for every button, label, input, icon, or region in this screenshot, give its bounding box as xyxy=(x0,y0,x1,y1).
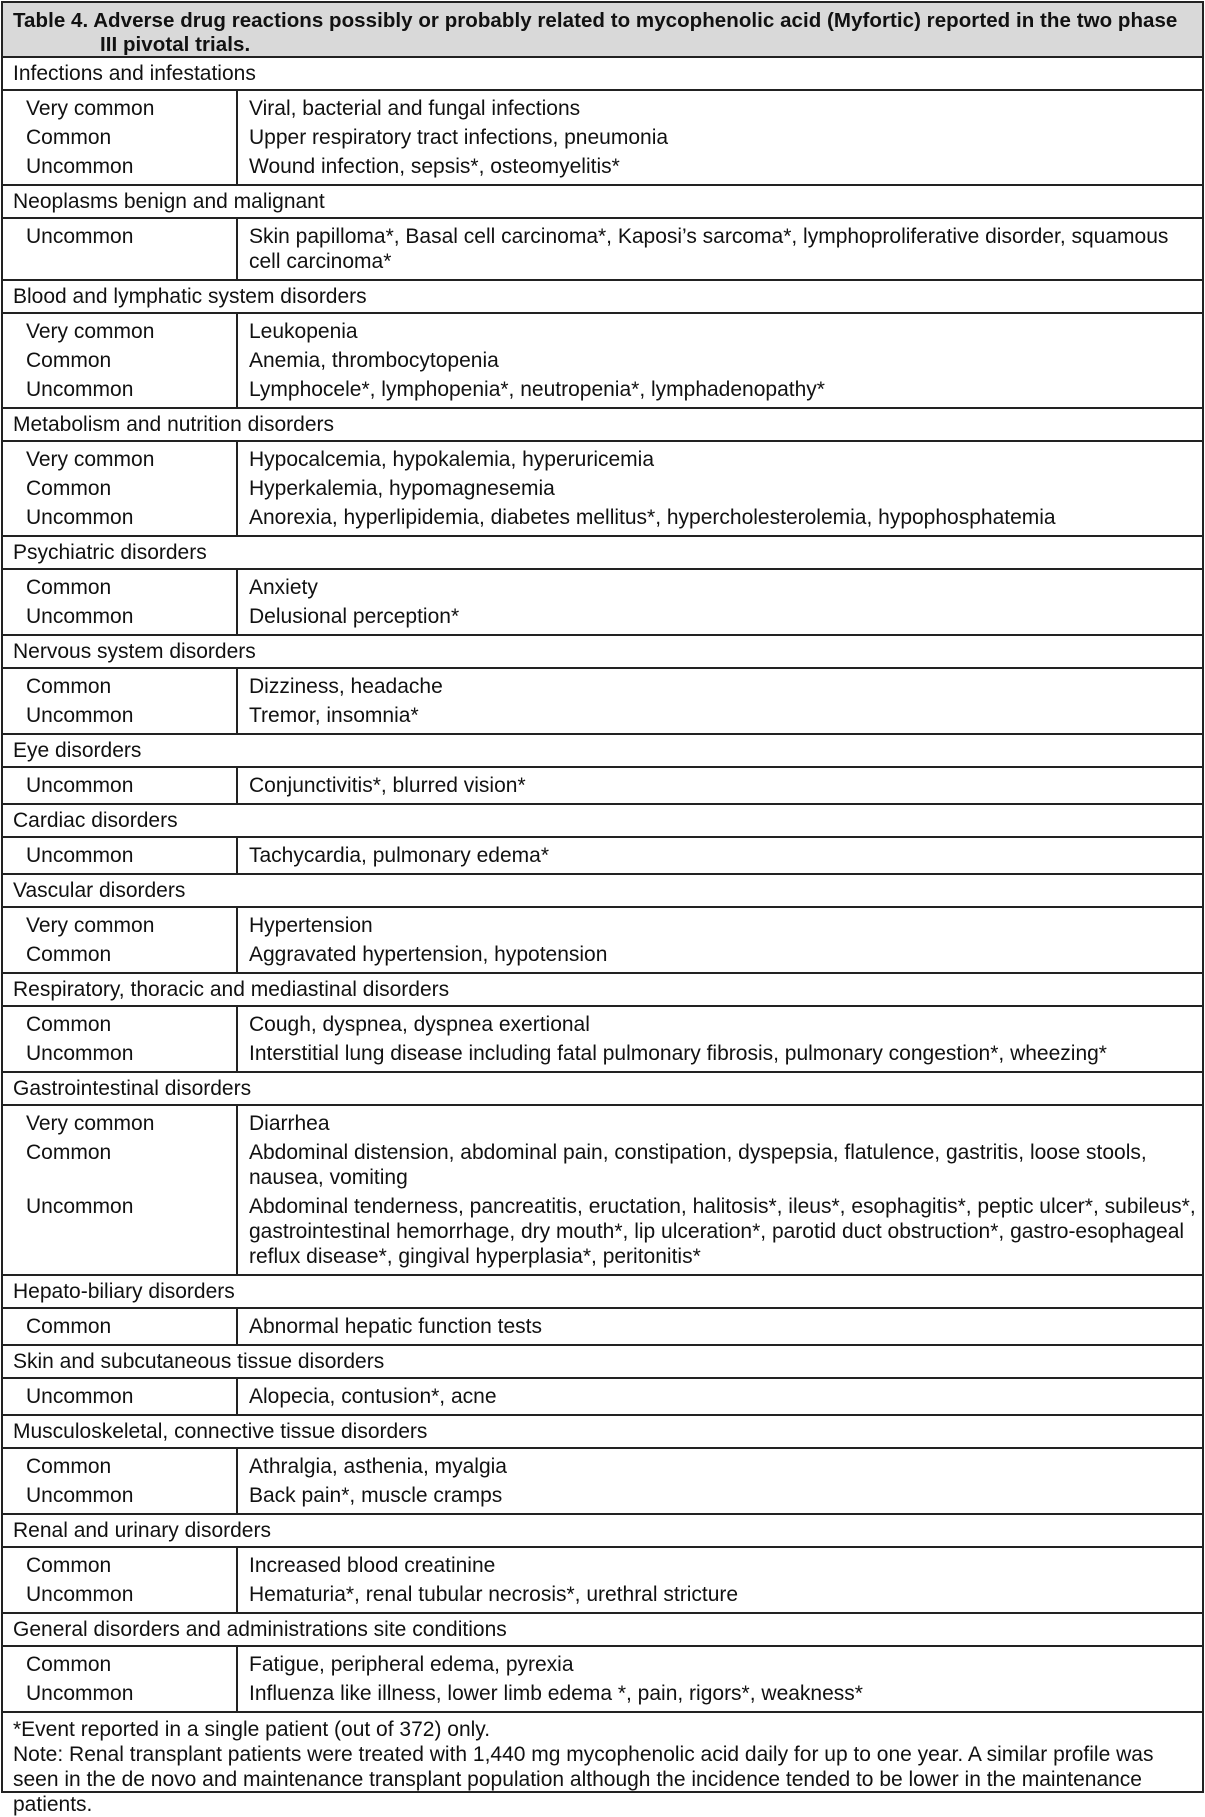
reaction-cell: Athralgia, asthenia, myalgia xyxy=(249,1455,507,1478)
category-group xyxy=(3,768,1202,805)
frequency-column xyxy=(3,1309,238,1344)
reaction-cell: Anorexia, hyperlipidemia, diabetes mellitus*, hypercholesterolemia, hypophosphatemia xyxy=(249,506,1056,529)
frequency-column xyxy=(3,1106,238,1274)
reaction-cell: Hyperkalemia, hypomagnesemia xyxy=(249,477,555,500)
reaction-cell: Back pain*, muscle cramps xyxy=(249,1484,503,1507)
frequency-cell: Common xyxy=(26,1315,112,1338)
category-group xyxy=(3,314,1202,409)
category-row: Psychiatric disorders xyxy=(3,537,1202,570)
frequency-column xyxy=(3,768,238,803)
category-group xyxy=(3,1309,1202,1346)
reaction-cell: Leukopenia xyxy=(249,320,358,343)
reaction-cell: Lymphocele*, lymphopenia*, neutropenia*, lymphadenopathy* xyxy=(249,378,825,401)
reaction-cell: Alopecia, contusion*, acne xyxy=(249,1385,497,1408)
frequency-cell: Common xyxy=(26,943,112,966)
reaction-cell: Abdominal distension, abdominal pain, constipation, dyspepsia, flatulence, gastritis, loose stools, nausea, vomiting xyxy=(249,1141,1147,1189)
reaction-cell: Aggravated hypertension, hypotension xyxy=(249,943,608,966)
category-row: Metabolism and nutrition disorders xyxy=(3,409,1202,442)
frequency-cell: Uncommon xyxy=(26,1385,134,1408)
category-group xyxy=(3,1106,1202,1276)
frequency-column xyxy=(3,1548,238,1612)
reactions-column xyxy=(238,908,1202,972)
category-group xyxy=(3,908,1202,974)
table-footer xyxy=(3,1713,1202,1817)
table-body xyxy=(3,58,1202,1713)
reaction-cell: Delusional perception* xyxy=(249,605,460,628)
frequency-cell: Very common xyxy=(26,97,155,120)
reaction-cell: Hypocalcemia, hypokalemia, hyperuricemia xyxy=(249,448,655,471)
frequency-cell: Common xyxy=(26,477,112,500)
frequency-column xyxy=(3,570,238,634)
reactions-column xyxy=(238,219,1202,279)
category-group xyxy=(3,1379,1202,1416)
category-group xyxy=(3,219,1202,281)
category-row: Skin and subcutaneous tissue disorders xyxy=(3,1346,1202,1379)
frequency-cell: Uncommon xyxy=(26,774,134,797)
category-group xyxy=(3,442,1202,537)
reactions-column xyxy=(238,1647,1202,1711)
reactions-column xyxy=(238,1379,1202,1414)
frequency-cell: Uncommon xyxy=(26,1195,134,1218)
category-group xyxy=(3,838,1202,875)
frequency-column xyxy=(3,669,238,733)
reaction-cell: Fatigue, peripheral edema, pyrexia xyxy=(249,1653,574,1676)
reaction-cell: Anxiety xyxy=(249,576,318,599)
frequency-cell: Uncommon xyxy=(26,1042,134,1065)
frequency-column xyxy=(3,91,238,184)
frequency-cell: Common xyxy=(26,349,112,372)
frequency-cell: Uncommon xyxy=(26,1682,134,1705)
category-row: Musculoskeletal, connective tissue disorders xyxy=(3,1416,1202,1449)
reactions-column xyxy=(238,1548,1202,1612)
reaction-cell: Diarrhea xyxy=(249,1112,330,1135)
category-group xyxy=(3,1647,1202,1713)
frequency-cell: Common xyxy=(26,1013,112,1036)
frequency-cell: Very common xyxy=(26,914,155,937)
reaction-cell: Cough, dyspnea, dyspnea exertional xyxy=(249,1013,590,1036)
reactions-column xyxy=(238,1106,1202,1274)
frequency-cell: Uncommon xyxy=(26,155,134,178)
frequency-cell: Common xyxy=(26,1653,112,1676)
frequency-cell: Very common xyxy=(26,1112,155,1135)
category-group xyxy=(3,570,1202,636)
table-note: Note: Renal transplant patients were treated with 1,440 mg mycophenolic acid daily for up to one year. A similar profile was seen in the de novo and maintenance transplant population although the incidence tended to be lower in the maintenance patients. xyxy=(13,1743,1154,1816)
category-row: Eye disorders xyxy=(3,735,1202,768)
frequency-cell: Common xyxy=(26,675,112,698)
category-row: Infections and infestations xyxy=(3,58,1202,91)
category-row: Renal and urinary disorders xyxy=(3,1515,1202,1548)
frequency-cell: Very common xyxy=(26,448,155,471)
frequency-cell: Common xyxy=(26,1455,112,1478)
reaction-cell: Hypertension xyxy=(249,914,373,937)
reaction-cell: Tremor, insomnia* xyxy=(249,704,419,727)
reaction-cell: Skin papilloma*, Basal cell carcinoma*, Kaposi’s sarcoma*, lymphoproliferative disorder, squamous cell carcinoma* xyxy=(249,225,1169,273)
frequency-cell: Common xyxy=(26,1554,112,1577)
category-group xyxy=(3,1449,1202,1515)
frequency-cell: Uncommon xyxy=(26,844,134,867)
category-row: Vascular disorders xyxy=(3,875,1202,908)
reactions-column xyxy=(238,91,1202,184)
frequency-cell: Common xyxy=(26,126,112,149)
category-row: Neoplasms benign and malignant xyxy=(3,186,1202,219)
footnote: *Event reported in a single patient (out of 372) only. xyxy=(13,1718,491,1741)
reaction-cell: Increased blood creatinine xyxy=(249,1554,496,1577)
category-group xyxy=(3,91,1202,186)
reactions-column xyxy=(238,1309,1202,1344)
frequency-cell: Uncommon xyxy=(26,225,134,248)
reaction-cell: Hematuria*, renal tubular necrosis*, urethral stricture xyxy=(249,1583,739,1606)
reactions-column xyxy=(238,570,1202,634)
adverse-reactions-table xyxy=(1,1,1204,1816)
reactions-column xyxy=(238,838,1202,873)
frequency-column xyxy=(3,1379,238,1414)
reaction-cell: Tachycardia, pulmonary edema* xyxy=(249,844,549,867)
category-row: Respiratory, thoracic and mediastinal disorders xyxy=(3,974,1202,1007)
frequency-column xyxy=(3,219,238,279)
frequency-column xyxy=(3,442,238,535)
category-group xyxy=(3,1007,1202,1073)
reaction-cell: Influenza like illness, lower limb edema *, pain, rigors*, weakness* xyxy=(249,1682,863,1705)
table-title: Table 4. Adverse drug reactions possibly or probably related to mycophenolic acid (Myfortic) reported in the two phase III pivotal trials. xyxy=(3,3,1202,58)
frequency-cell: Uncommon xyxy=(26,704,134,727)
reactions-column xyxy=(238,669,1202,733)
frequency-column xyxy=(3,908,238,972)
frequency-cell: Common xyxy=(26,576,112,599)
reaction-cell: Abnormal hepatic function tests xyxy=(249,1315,542,1338)
frequency-column xyxy=(3,314,238,407)
reaction-cell: Wound infection, sepsis*, osteomyelitis* xyxy=(249,155,620,178)
frequency-column xyxy=(3,838,238,873)
reaction-cell: Viral, bacterial and fungal infections xyxy=(249,97,581,120)
reactions-column xyxy=(238,768,1202,803)
category-row: General disorders and administrations site conditions xyxy=(3,1614,1202,1647)
reactions-column xyxy=(238,314,1202,407)
reactions-column xyxy=(238,1449,1202,1513)
reaction-cell: Anemia, thrombocytopenia xyxy=(249,349,499,372)
category-row: Nervous system disorders xyxy=(3,636,1202,669)
reactions-column xyxy=(238,442,1202,535)
frequency-column xyxy=(3,1647,238,1711)
frequency-cell: Uncommon xyxy=(26,1583,134,1606)
frequency-cell: Uncommon xyxy=(26,1484,134,1507)
frequency-cell: Common xyxy=(26,1141,112,1164)
category-group xyxy=(3,669,1202,735)
reaction-cell: Interstitial lung disease including fatal pulmonary fibrosis, pulmonary congestion*, wheezing* xyxy=(249,1042,1107,1065)
category-row: Cardiac disorders xyxy=(3,805,1202,838)
frequency-cell: Uncommon xyxy=(26,506,134,529)
frequency-column xyxy=(3,1007,238,1071)
reaction-cell: Conjunctivitis*, blurred vision* xyxy=(249,774,526,797)
reaction-cell: Abdominal tenderness, pancreatitis, eructation, halitosis*, ileus*, esophagitis*, peptic ulcer*, subileus*, gastrointestinal hemorrhage, dry mouth*, lip ulceration*, parotid duct obstruction*, gastro-esophageal reflux disease*, gingival hyperplasia*, peritonitis* xyxy=(249,1195,1196,1268)
category-row: Blood and lymphatic system disorders xyxy=(3,281,1202,314)
frequency-column xyxy=(3,1449,238,1513)
reactions-column xyxy=(238,1007,1202,1071)
category-row: Hepato-biliary disorders xyxy=(3,1276,1202,1309)
frequency-cell: Uncommon xyxy=(26,378,134,401)
category-group xyxy=(3,1548,1202,1614)
category-row: Gastrointestinal disorders xyxy=(3,1073,1202,1106)
frequency-cell: Very common xyxy=(26,320,155,343)
reaction-cell: Dizziness, headache xyxy=(249,675,443,698)
frequency-cell: Uncommon xyxy=(26,605,134,628)
reaction-cell: Upper respiratory tract infections, pneumonia xyxy=(249,126,669,149)
